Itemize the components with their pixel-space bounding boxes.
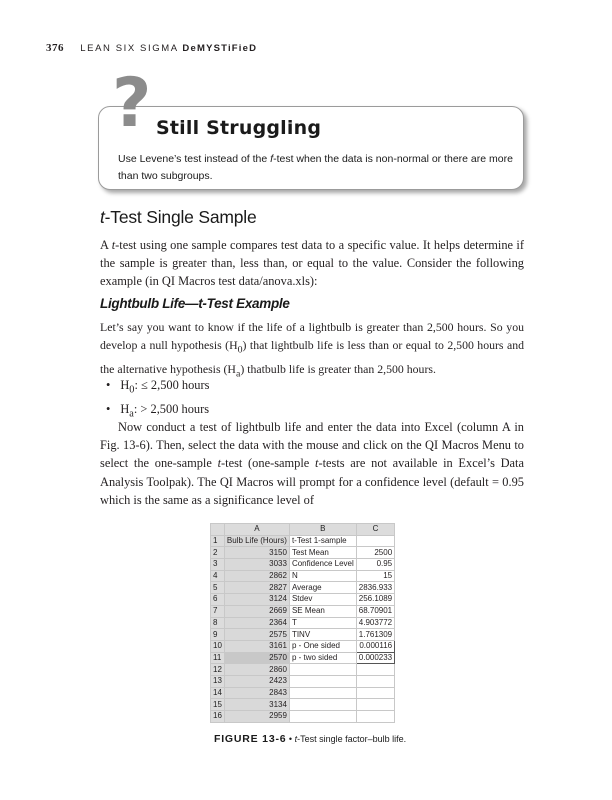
- hypothesis-paragraph: Let’s say you want to know if the life of a lightbulb is greater than 2,500 hours. So you develop a null hypothesis $(H_0)$ that lightbulb life is less than or equal to 2,500 hours and the alternative hypothesis $(H_a)$ thatbulb life is greater than 2,500 hours.: [100, 320, 524, 380]
- row-number: 15: [211, 699, 225, 711]
- cell-bulb-life: 3150: [224, 547, 289, 559]
- table-row: [211, 547, 395, 559]
- table-row: [211, 535, 395, 547]
- column-header-c: C: [356, 524, 394, 536]
- table-row: [211, 594, 395, 606]
- cell-value: 2500: [356, 547, 394, 559]
- cell-bulb-life: 2669: [224, 605, 289, 617]
- cell-bulb-life: 3134: [224, 699, 289, 711]
- cell-label: [289, 711, 356, 723]
- table-row: [211, 617, 395, 629]
- cell-label: [289, 687, 356, 699]
- cell-value: [356, 687, 394, 699]
- cell-bulb-life: 2862: [224, 570, 289, 582]
- subsection-heading: Lightbulb Life—t-Test Example: [100, 296, 290, 311]
- running-header: [46, 42, 257, 54]
- list-item: • $H_a$: > 2,500 hours: [106, 400, 209, 424]
- row-number: 6: [211, 594, 225, 606]
- column-header-b: B: [289, 524, 356, 536]
- row-number: 5: [211, 582, 225, 594]
- page-number: 376: [46, 42, 64, 54]
- row-number: 11: [211, 652, 225, 664]
- row-number: 9: [211, 629, 225, 641]
- cell-bulb-life: 2575: [224, 629, 289, 641]
- cell-label: Confidence Level: [289, 559, 356, 571]
- cell-bulb-life: 2860: [224, 664, 289, 676]
- table-row: [211, 570, 395, 582]
- still-struggling-text: Use Levene’s test instead of the f-test when the data is non-normal or there are more than two subgroups.: [118, 153, 513, 182]
- table-row: [211, 699, 395, 711]
- row-number: 7: [211, 605, 225, 617]
- cell-value: 0.000233: [356, 652, 394, 664]
- list-item: • $H_0$: ≤ 2,500 hours: [106, 376, 209, 400]
- cell-bulb-life: 2364: [224, 617, 289, 629]
- cell-value: 68.70901: [356, 605, 394, 617]
- row-number: 1: [211, 535, 225, 547]
- column-header-row: [211, 524, 395, 536]
- cell-bulb-life: 3161: [224, 640, 289, 652]
- table-row: [211, 640, 395, 652]
- row-number: 8: [211, 617, 225, 629]
- cell-bulb-life: 2959: [224, 711, 289, 723]
- cell-label: TINV: [289, 629, 356, 641]
- cell-value: 15: [356, 570, 394, 582]
- row-number: 14: [211, 687, 225, 699]
- table-row: [211, 652, 395, 664]
- cell-value: 4.903772: [356, 617, 394, 629]
- column-header-a: A: [224, 524, 289, 536]
- cell-bulb-life: 3033: [224, 559, 289, 571]
- cell-bulb-life: 2570: [224, 652, 289, 664]
- table-row: [211, 629, 395, 641]
- cell-label: p - two sided: [289, 652, 356, 664]
- table-row: [211, 664, 395, 676]
- still-struggling-title: Still Struggling: [156, 117, 322, 139]
- row-number: 12: [211, 664, 225, 676]
- corner-cell: [211, 524, 225, 536]
- book-subtitle: DeMYSTiFieD: [182, 43, 258, 54]
- cell-bulb-life: 3124: [224, 594, 289, 606]
- cell-value: [356, 699, 394, 711]
- intro-paragraph: A t-test using one sample compares test data to a specific value. It helps determine if the sample is greater than, less than, or equal to the value. Consider the following example (in QI Macros test data/anova.xls):: [100, 238, 525, 289]
- cell-label: Average: [289, 582, 356, 594]
- table-row: [211, 675, 395, 687]
- procedure-paragraph: Now conduct a test of lightbulb life and enter the data into Excel (column A in Fig. 13-6). Then, select the data with the mouse and click on the QI Macros Menu to select the one-sample t-test (one-sample t-tests are not available in Excel’s Data Analysis Toolpak). The QI Macros will prompt for a confidence level (default = 0.95 which is the same as a significance level of: [100, 420, 524, 507]
- cell-value: 256.1089: [356, 594, 394, 606]
- table-row: [211, 582, 395, 594]
- table-row: [211, 711, 395, 723]
- excel-screenshot: [210, 523, 395, 723]
- cell-bulb-life: 2843: [224, 687, 289, 699]
- cell-value: 2836.933: [356, 582, 394, 594]
- cell-bulb-life: 2827: [224, 582, 289, 594]
- sheet-body: [211, 535, 395, 722]
- cell-value: [356, 664, 394, 676]
- cell-label: T: [289, 617, 356, 629]
- section-heading: t-Test Single Sample: [100, 207, 257, 227]
- figure-caption: FIGURE 13-6 • t-Test single factor–bulb life.: [214, 733, 407, 745]
- cell-value: 0.000116: [356, 640, 394, 652]
- cell-bulb-life: 2423: [224, 675, 289, 687]
- cell-label: [289, 664, 356, 676]
- row-number: 13: [211, 675, 225, 687]
- cell-label: [289, 699, 356, 711]
- cell-label: t-Test 1-sample: [289, 535, 356, 547]
- cell-label: SE Mean: [289, 605, 356, 617]
- table-row: [211, 687, 395, 699]
- cell-value: [356, 675, 394, 687]
- cell-label: N: [289, 570, 356, 582]
- cell-value: [356, 711, 394, 723]
- row-number: 3: [211, 559, 225, 571]
- table-row: [211, 605, 395, 617]
- cell-value: [356, 535, 394, 547]
- cell-label: Stdev: [289, 594, 356, 606]
- cell-bulb-life: Bulb Life (Hours): [224, 535, 289, 547]
- cell-value: 0.95: [356, 559, 394, 571]
- row-number: 4: [211, 570, 225, 582]
- row-number: 2: [211, 547, 225, 559]
- table-row: [211, 559, 395, 571]
- cell-label: [289, 675, 356, 687]
- cell-label: Test Mean: [289, 547, 356, 559]
- cell-value: 1.761309: [356, 629, 394, 641]
- book-title: LEAN SIX SIGMA: [80, 43, 179, 54]
- hypothesis-list: [106, 376, 209, 424]
- question-mark-icon: ?: [112, 64, 152, 143]
- row-number: 16: [211, 711, 225, 723]
- row-number: 10: [211, 640, 225, 652]
- cell-label: p - One sided: [289, 640, 356, 652]
